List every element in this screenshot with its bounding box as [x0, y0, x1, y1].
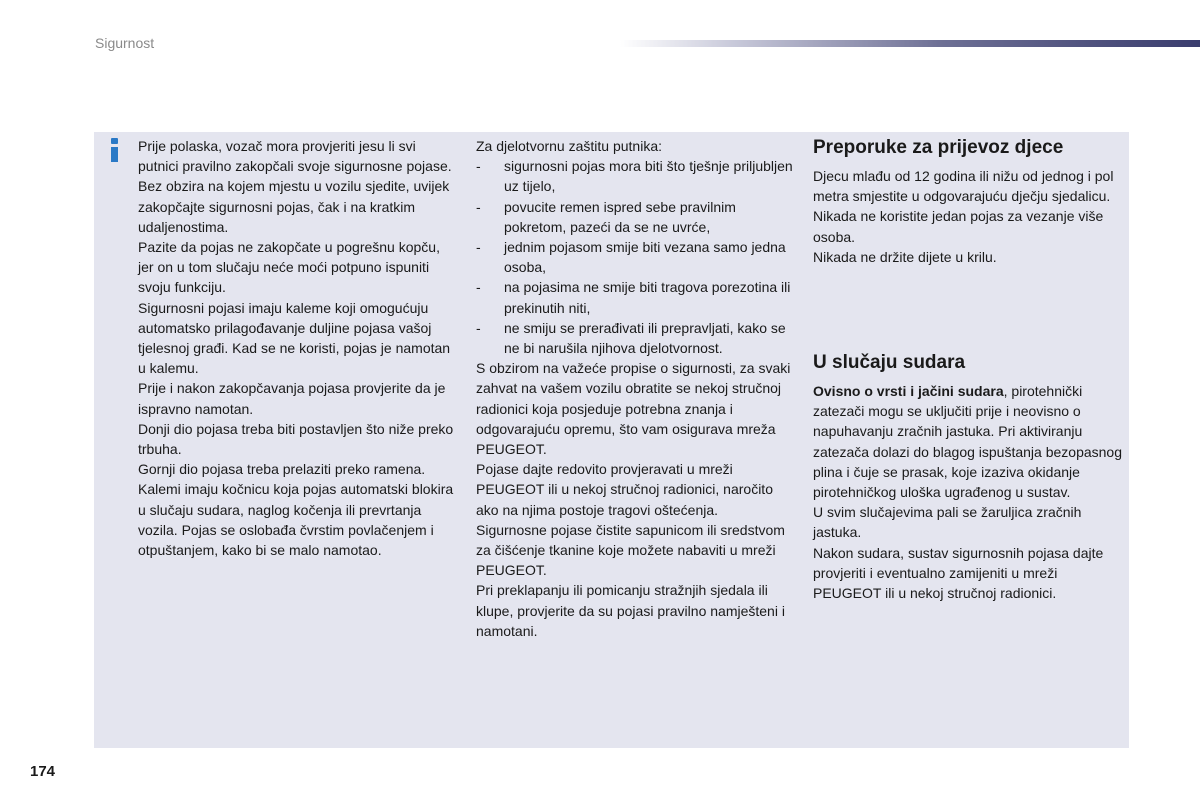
heading-child-transport: Preporuke za prijevoz djece [813, 137, 1064, 158]
info-icon-stem [111, 147, 118, 162]
list-item-text: na pojasima ne smije biti tragova porezotina ili prekinutih niti, [504, 279, 791, 316]
paragraph: Bez obzira na kojem mjestu u vozilu sjedite, uvijek zakopčajte sigurnosni pojas, čak i na kratkim udaljenostima. [138, 178, 450, 235]
paragraph: Nikada ne držite dijete u krilu. [813, 248, 997, 265]
list-intro: Za djelotvornu zaštitu putnika: [476, 138, 662, 154]
list-item [476, 237, 794, 277]
paragraph: S obzirom na važeće propise o sigurnosti, za svaki zahvat na vašem vozilu obratite se nekoj stručnoj radionici koja posjeduje potrebna znanja i odgovarajuću opremu, što vam osigurava mreža PEUGEOT. [476, 360, 791, 458]
column-children-and-crash [813, 136, 1125, 603]
list-item [476, 277, 794, 317]
paragraph: Nikada ne koristite jedan pojas za vezanje više osoba. [813, 208, 1104, 245]
info-icon-dot [111, 138, 118, 144]
paragraph: Nakon sudara, sustav sigurnosnih pojasa dajte provjeriti i eventualno zamijeniti u mreži PEUGEOT ili u nekoj stručnoj radionici. [813, 544, 1104, 602]
header-decorative-bar [620, 40, 1200, 47]
list-item-text: ne smiju se prerađivati ili prepravljati, kako se ne bi narušila njihova djelotvornost. [504, 319, 786, 357]
paragraph: Gornji dio pojasa treba prelaziti preko ramena. [138, 461, 426, 478]
paragraph: Djecu mlađu od 12 godina ili nižu od jednog i pol metra smjestite u odgovarajuću dječju sjedalicu. [813, 168, 1114, 205]
dash-bullet: - [476, 158, 481, 175]
section-title: Sigurnost [95, 35, 155, 51]
paragraph: Prije polaska, vozač mora provjeriti jesu li svi putnici pravilno zakopčali svoje sigurnosne pojase. [138, 138, 452, 175]
page-number: 174 [30, 763, 56, 780]
dash-bullet: - [476, 239, 481, 256]
bold-lead-text: Ovisno o vrsti i jačini sudara [813, 383, 1004, 400]
paragraph: Pojase dajte redovito provjeravati u mreži PEUGEOT ili u nekoj stručnoj radionici, naročito ako na njima postoje tragovi oštećenja. [476, 461, 773, 518]
info-icon [108, 138, 122, 164]
list-item-text: povucite remen ispred sebe pravilnim pokretom, pazeći da se ne uvrće, [504, 198, 736, 235]
paragraph: U svim slučajevima pali se žaruljica zračnih jastuka. [813, 504, 1082, 541]
column-seatbelt-basics [138, 136, 456, 560]
heading-in-case-of-crash: U slučaju sudara [813, 352, 966, 374]
dash-bullet: - [476, 279, 481, 296]
paragraph: Kalemi imaju kočnicu koja pojas automatski blokira u slučaju sudara, naglog kočenja ili prevrtanja vozila. Pojas se oslobađa čvrstim povlačenjem i otpuštanjem, kako bi se malo namotao. [138, 481, 454, 559]
paragraph: Sigurnosni pojasi imaju kaleme koji omogućuju automatsko prilagođavanje duljine pojasa vašoj tjelesnoj građi. Kad se ne koristi, pojas je namotan u kalemu. [138, 299, 451, 377]
paragraph-crash-intro [813, 381, 1125, 502]
column-effective-protection [476, 136, 794, 641]
list-item-text: sigurnosni pojas mora biti što tješnje priljubljen uz tijelo, [504, 158, 793, 195]
paragraph: Pri preklapanju ili pomicanju stražnjih sjedala ili klupe, provjerite da su pojasi pravilno namješteni i namotani. [476, 582, 785, 639]
list-item [476, 318, 794, 358]
list-item [476, 156, 794, 196]
list-item [476, 197, 794, 237]
paragraph: Prije i nakon zakopčavanja pojasa provjerite da je ispravno namotan. [138, 380, 446, 417]
paragraph: Sigurnosne pojase čistite sapunicom ili sredstvom za čišćenje tkanine koje možete nabaviti u mreži PEUGEOT. [476, 521, 785, 579]
paragraph: Pazite da pojas ne zakopčate u pogrešnu kopču, jer on u tom slučaju neće moći potpuno ispuniti svoju funkciju. [138, 239, 440, 296]
paragraph: Donji dio pojasa treba biti postavljen što niže preko trbuha. [138, 420, 454, 458]
dash-bullet: - [476, 319, 481, 336]
paragraph-text: , pirotehnički zatezači mogu se uključiti prije i neovisno o napuhavanju zračnih jastuka. Pri aktiviranju zatezača dolazi do blagog ispuštanja bezopasnog plina i čuje se prasak, koje izaziva okidanje pirotehničkog uloška ugrađenog u sustav. [813, 383, 1123, 501]
list-item-text: jednim pojasom smije biti vezana samo jedna osoba, [504, 239, 786, 276]
dash-bullet: - [476, 198, 481, 215]
